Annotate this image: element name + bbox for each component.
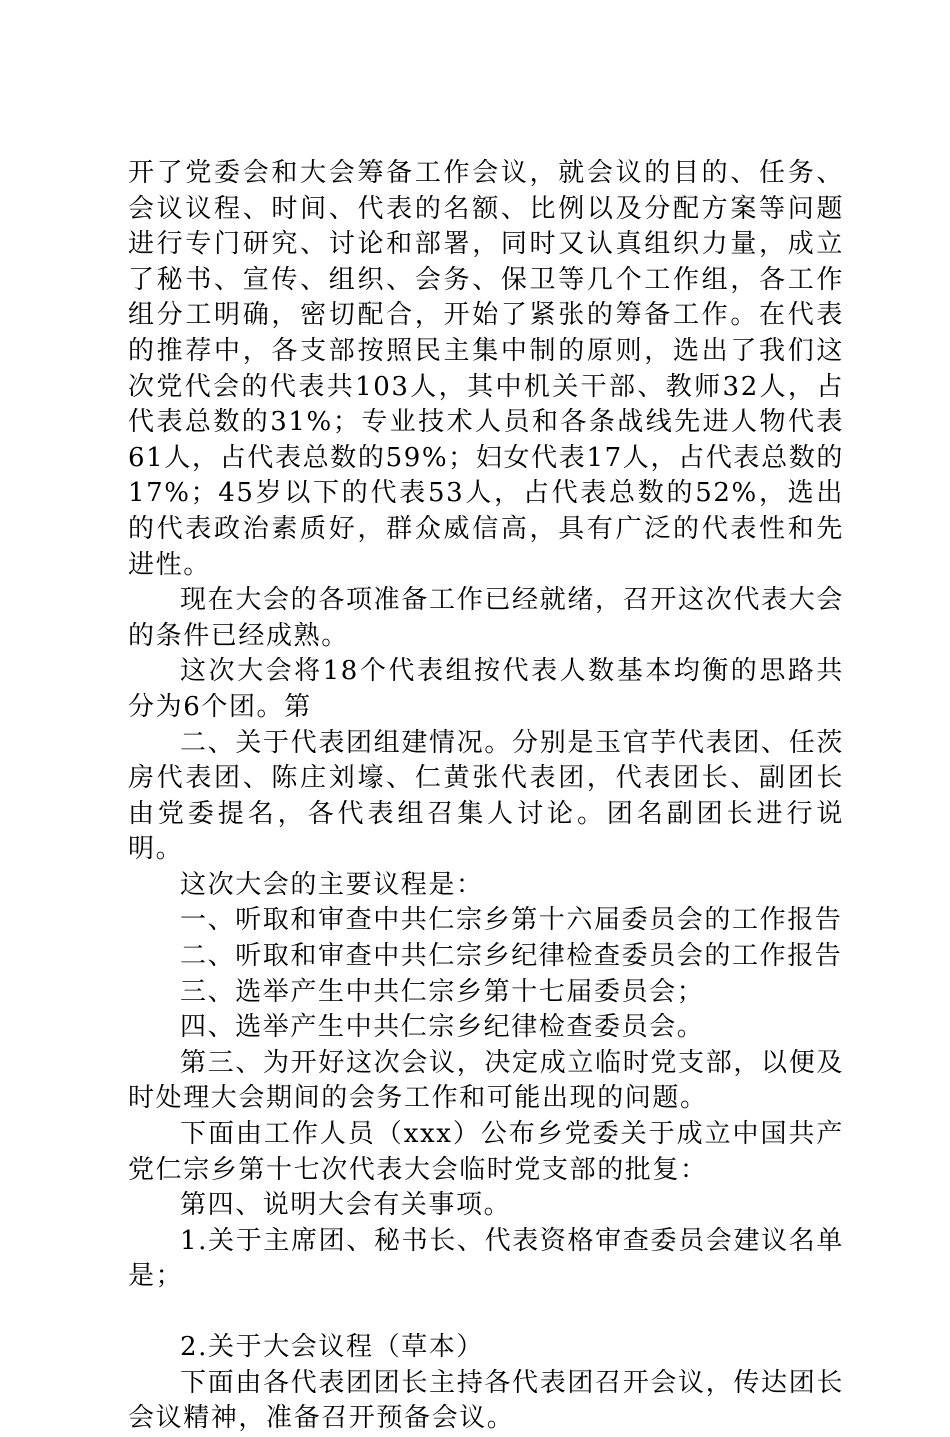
paragraph-announcement: 下面由工作人员（xxx）公布乡党委关于成立中国共产党仁宗乡第十七次代表大会临时党支部的批复： (128, 1119, 844, 1185)
agenda-item-3: 三、选举产生中共仁宗乡第十七届委员会； (180, 976, 705, 1007)
paragraph-preparation: 开了党委会和大会筹备工作会议，就会议的目的、任务、会议议程、时间、代表的名额、比例以及分配方案等问题进行专门研究、讨论和部署，同时又认真组织力量，成立了秘书、宣传、组织、会务、保卫等几个工作组，各工作组分工明确，密切配合，开始了紧张的筹备工作。在代表的推荐中，各支部按照民主集中制的原则，选出了我们这次党代会的代表共103人，其中机关干部、教师32人，占代表总数的31%；专业技术人员和各条战线先进人物代表61人，占代表总数的59%；妇女代表17人，占代表总数的17%；45岁以下的代表53人，占代表总数的52%，选出的代表政治素质好，群众威信高，具有广泛的代表性和先进性。 (128, 158, 844, 580)
paragraph-delegations: 二、关于代表团组建情况。分别是玉官芋代表团、任茨房代表团、陈庄刘壕、仁黄张代表团，代表团长、副团长由党委提名，各代表组召集人讨论。团名副团长进行说明。 (128, 727, 844, 865)
agenda-item-2: 二、听取和审查中共仁宗乡纪律检查委员会的工作报告 (180, 941, 843, 972)
blank-line (128, 1295, 844, 1330)
paragraph-agenda-draft: 2.关于大会议程（草本） (180, 1332, 485, 1362)
paragraph-ready: 现在大会的各项准备工作已经就绪，召开这次代表大会的条件已经成熟。 (128, 585, 844, 651)
paragraph-agenda-intro: 这次大会的主要议程是： (180, 869, 484, 900)
paragraph-closing: 下面由各代表团团长主持各代表团召开会议，传达团长会议精神，准备召开预备会议。 (128, 1367, 844, 1434)
agenda-item-1: 一、听取和审查中共仁宗乡第十六届委员会的工作报告 (180, 905, 843, 936)
paragraph-item-four: 第四、说明大会有关事项。 (180, 1190, 512, 1221)
document-body (128, 156, 844, 1437)
paragraph-nominee-list: 1.关于主席团、秘书长、代表资格审查委员会建议名单是； (128, 1225, 844, 1292)
paragraph-groups: 这次大会将18个代表组按代表人数基本均衡的思路共分为6个团。第 (128, 656, 844, 722)
paragraph-temporary-branch: 第三、为开好这次会议，决定成立临时党支部，以便及时处理大会期间的会务工作和可能出现的问题。 (128, 1047, 844, 1114)
agenda-item-4: 四、选举产生中共仁宗乡纪律检查委员会。 (180, 1012, 705, 1043)
